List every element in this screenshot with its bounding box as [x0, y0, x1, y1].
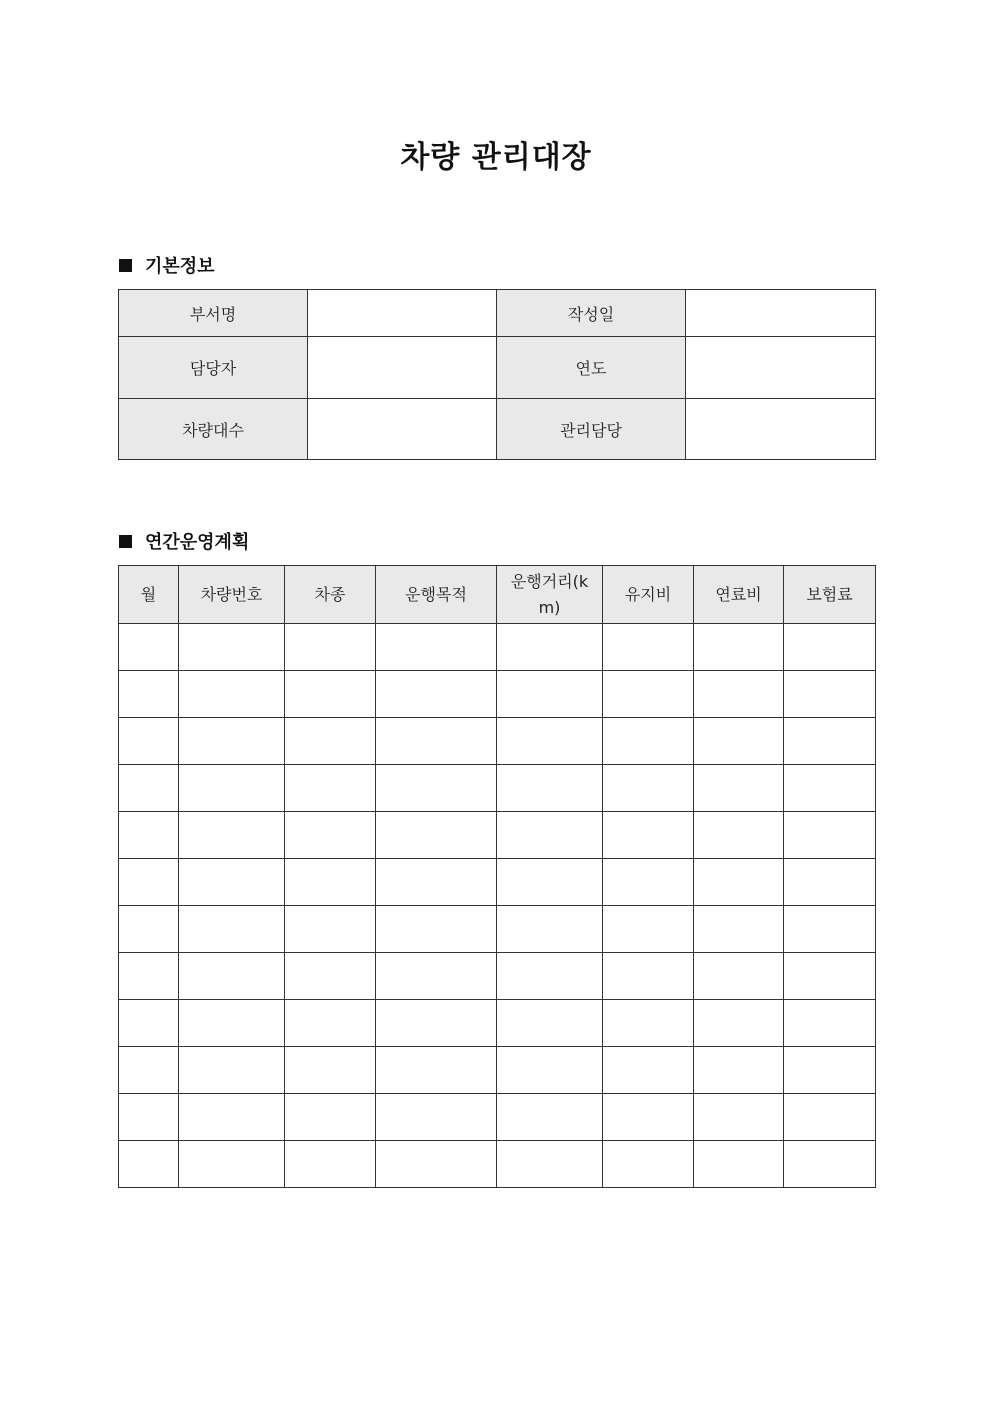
cell-month[interactable]	[119, 718, 179, 765]
year-field[interactable]	[686, 337, 876, 399]
cell-insurance[interactable]	[784, 812, 876, 859]
cell-vehicle-number[interactable]	[179, 671, 285, 718]
cell-vehicle-type[interactable]	[285, 624, 376, 671]
cell-vehicle-number[interactable]	[179, 718, 285, 765]
cell-purpose[interactable]	[376, 718, 497, 765]
cell-month[interactable]	[119, 812, 179, 859]
cell-vehicle-number[interactable]	[179, 1094, 285, 1141]
cell-insurance[interactable]	[784, 671, 876, 718]
cell-vehicle-type[interactable]	[285, 859, 376, 906]
cell-maintenance-cost[interactable]	[603, 1047, 694, 1094]
cell-fuel-cost[interactable]	[694, 1141, 784, 1188]
annual-plan-body	[119, 624, 876, 1188]
table-row	[119, 1000, 876, 1047]
cell-vehicle-number[interactable]	[179, 906, 285, 953]
cell-maintenance-cost[interactable]	[603, 953, 694, 1000]
table-row	[119, 765, 876, 812]
cell-month[interactable]	[119, 859, 179, 906]
cell-insurance[interactable]	[784, 1000, 876, 1047]
cell-purpose[interactable]	[376, 671, 497, 718]
cell-insurance[interactable]	[784, 953, 876, 1000]
cell-maintenance-cost[interactable]	[603, 624, 694, 671]
vehicle-count-field[interactable]	[308, 399, 497, 460]
cell-distance[interactable]	[497, 624, 603, 671]
table-row	[119, 906, 876, 953]
cell-fuel-cost[interactable]	[694, 906, 784, 953]
cell-maintenance-cost[interactable]	[603, 1141, 694, 1188]
table-row	[119, 1141, 876, 1188]
cell-vehicle-type[interactable]	[285, 1094, 376, 1141]
cell-distance[interactable]	[497, 671, 603, 718]
column-header-insurance: 보험료	[784, 566, 876, 624]
cell-maintenance-cost[interactable]	[603, 671, 694, 718]
column-header-month: 월	[119, 566, 179, 624]
column-header-vehicle-number: 차량번호	[179, 566, 285, 624]
vehicle-count-label: 차량대수	[119, 399, 308, 460]
cell-vehicle-type[interactable]	[285, 718, 376, 765]
department-label: 부서명	[119, 290, 308, 337]
table-row	[119, 624, 876, 671]
table-row	[119, 337, 876, 399]
cell-distance[interactable]	[497, 812, 603, 859]
cell-month[interactable]	[119, 1141, 179, 1188]
cell-vehicle-type[interactable]	[285, 671, 376, 718]
section-heading-text: 연간운영계획	[145, 532, 250, 553]
cell-maintenance-cost[interactable]	[603, 1094, 694, 1141]
cell-fuel-cost[interactable]	[694, 624, 784, 671]
cell-maintenance-cost[interactable]	[603, 1000, 694, 1047]
cell-vehicle-type[interactable]	[285, 765, 376, 812]
cell-vehicle-number[interactable]	[179, 624, 285, 671]
cell-distance[interactable]	[497, 1094, 603, 1141]
cell-vehicle-number[interactable]	[179, 1141, 285, 1188]
cell-vehicle-type[interactable]	[285, 906, 376, 953]
admin-field[interactable]	[686, 399, 876, 460]
cell-purpose[interactable]	[376, 812, 497, 859]
table-row	[119, 812, 876, 859]
cell-purpose[interactable]	[376, 1047, 497, 1094]
cell-vehicle-type[interactable]	[285, 1141, 376, 1188]
cell-vehicle-type[interactable]	[285, 1047, 376, 1094]
cell-purpose[interactable]	[376, 1000, 497, 1047]
square-bullet-icon	[119, 535, 132, 548]
cell-insurance[interactable]	[784, 765, 876, 812]
cell-fuel-cost[interactable]	[694, 812, 784, 859]
column-header-distance: 운행거리(km)	[497, 566, 603, 624]
cell-fuel-cost[interactable]	[694, 1000, 784, 1047]
column-header-fuel-cost: 연료비	[694, 566, 784, 624]
admin-label: 관리담당	[497, 399, 686, 460]
cell-purpose[interactable]	[376, 624, 497, 671]
cell-distance[interactable]	[497, 718, 603, 765]
cell-fuel-cost[interactable]	[694, 1094, 784, 1141]
cell-vehicle-number[interactable]	[179, 812, 285, 859]
cell-fuel-cost[interactable]	[694, 718, 784, 765]
table-row	[119, 399, 876, 460]
department-field[interactable]	[308, 290, 497, 337]
cell-vehicle-number[interactable]	[179, 953, 285, 1000]
cell-insurance[interactable]	[784, 1094, 876, 1141]
cell-vehicle-type[interactable]	[285, 953, 376, 1000]
cell-month[interactable]	[119, 953, 179, 1000]
cell-vehicle-number[interactable]	[179, 1000, 285, 1047]
cell-fuel-cost[interactable]	[694, 859, 784, 906]
cell-distance[interactable]	[497, 1141, 603, 1188]
year-label: 연도	[497, 337, 686, 399]
table-row	[119, 290, 876, 337]
section-heading-text: 기본정보	[145, 256, 215, 277]
document-title: 차량 관리대장	[400, 140, 592, 175]
date-written-label: 작성일	[497, 290, 686, 337]
manager-field[interactable]	[308, 337, 497, 399]
column-header-purpose: 운행목적	[376, 566, 497, 624]
cell-distance[interactable]	[497, 1000, 603, 1047]
column-header-maintenance-cost: 유지비	[603, 566, 694, 624]
cell-insurance[interactable]	[784, 624, 876, 671]
cell-insurance[interactable]	[784, 718, 876, 765]
section-heading-basic-info	[119, 252, 215, 278]
cell-month[interactable]	[119, 624, 179, 671]
cell-month[interactable]	[119, 671, 179, 718]
table-row	[119, 671, 876, 718]
cell-fuel-cost[interactable]	[694, 1047, 784, 1094]
cell-insurance[interactable]	[784, 859, 876, 906]
cell-distance[interactable]	[497, 859, 603, 906]
cell-maintenance-cost[interactable]	[603, 765, 694, 812]
cell-purpose[interactable]	[376, 859, 497, 906]
cell-month[interactable]	[119, 765, 179, 812]
table-row	[119, 953, 876, 1000]
table-row	[119, 859, 876, 906]
cell-vehicle-number[interactable]	[179, 765, 285, 812]
cell-month[interactable]	[119, 1000, 179, 1047]
cell-fuel-cost[interactable]	[694, 765, 784, 812]
cell-purpose[interactable]	[376, 906, 497, 953]
cell-insurance[interactable]	[784, 1047, 876, 1094]
cell-maintenance-cost[interactable]	[603, 812, 694, 859]
cell-month[interactable]	[119, 906, 179, 953]
cell-maintenance-cost[interactable]	[603, 718, 694, 765]
cell-distance[interactable]	[497, 1047, 603, 1094]
column-header-vehicle-type: 차종	[285, 566, 376, 624]
manager-label: 담당자	[119, 337, 308, 399]
cell-purpose[interactable]	[376, 953, 497, 1000]
cell-maintenance-cost[interactable]	[603, 906, 694, 953]
cell-purpose[interactable]	[376, 1094, 497, 1141]
cell-month[interactable]	[119, 1094, 179, 1141]
cell-vehicle-type[interactable]	[285, 812, 376, 859]
cell-maintenance-cost[interactable]	[603, 859, 694, 906]
cell-purpose[interactable]	[376, 765, 497, 812]
cell-vehicle-number[interactable]	[179, 1047, 285, 1094]
cell-fuel-cost[interactable]	[694, 953, 784, 1000]
cell-purpose[interactable]	[376, 1141, 497, 1188]
basic-info-table	[118, 289, 876, 460]
table-header-row	[119, 566, 876, 624]
table-row	[119, 1094, 876, 1141]
cell-insurance[interactable]	[784, 906, 876, 953]
square-bullet-icon	[119, 259, 132, 272]
cell-insurance[interactable]	[784, 1141, 876, 1188]
cell-distance[interactable]	[497, 953, 603, 1000]
table-row	[119, 1047, 876, 1094]
cell-fuel-cost[interactable]	[694, 671, 784, 718]
cell-vehicle-number[interactable]	[179, 859, 285, 906]
date-written-field[interactable]	[686, 290, 876, 337]
cell-month[interactable]	[119, 1047, 179, 1094]
cell-vehicle-type[interactable]	[285, 1000, 376, 1047]
annual-plan-table	[118, 565, 876, 1188]
section-heading-annual-plan	[119, 528, 249, 554]
cell-distance[interactable]	[497, 765, 603, 812]
table-row	[119, 718, 876, 765]
cell-distance[interactable]	[497, 906, 603, 953]
